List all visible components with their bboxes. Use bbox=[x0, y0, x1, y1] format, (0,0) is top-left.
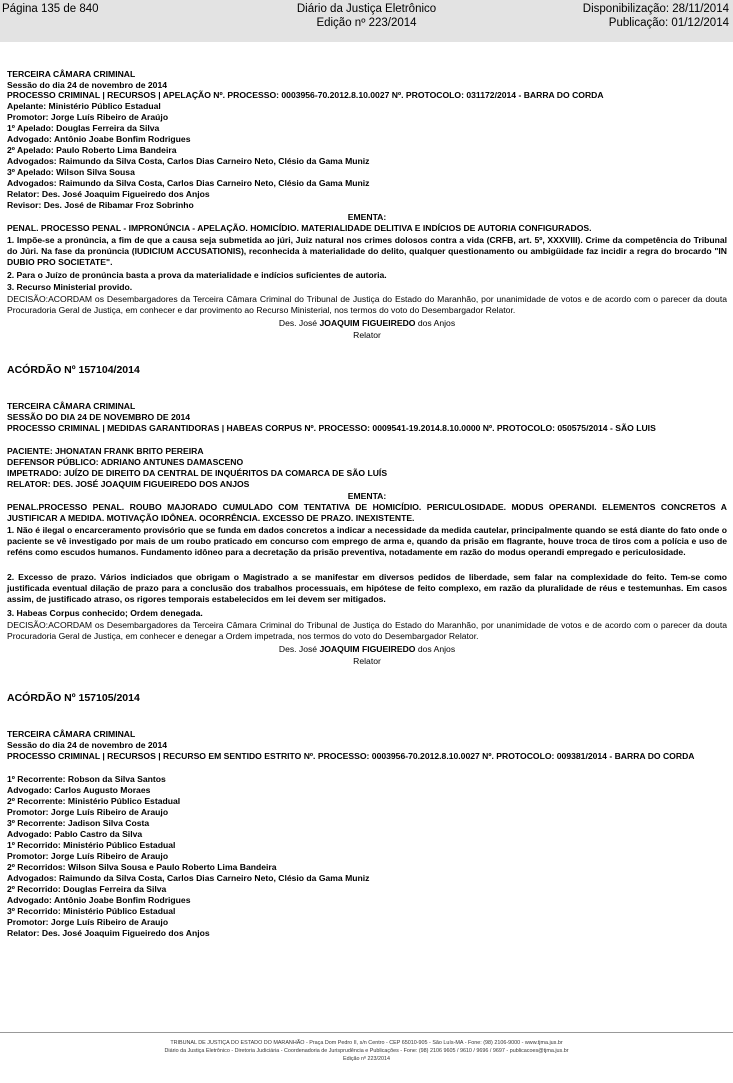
signature-prefix: Des. José bbox=[278, 318, 320, 328]
signature-name: JOAQUIM FIGUEIREDO bbox=[319, 644, 416, 654]
party-line: Advogado: Pablo Castro da Silva bbox=[7, 829, 143, 839]
footer-edition: Edição nº 223/2014 bbox=[343, 1056, 390, 1062]
acordao-title: ACÓRDÃO Nº 157104/2014 bbox=[7, 364, 140, 376]
ementa-label: EMENTA: bbox=[347, 212, 387, 222]
chamber-name: TERCEIRA CÂMARA CRIMINAL bbox=[7, 729, 136, 739]
ementa-item: 3. Recurso Ministerial provido. bbox=[7, 282, 133, 292]
ementa-item: 2. Para o Juízo de pronúncia basta a prova da materialidade e indícios suficientes de autoria. bbox=[7, 270, 387, 280]
signature bbox=[7, 644, 727, 655]
signature-prefix: Des. José bbox=[278, 644, 320, 654]
party-line: Promotor: Jorge Luís Ribeiro de Araujo bbox=[7, 851, 169, 861]
party-line: 2º Recorrido: Douglas Ferreira da Silva bbox=[7, 884, 167, 894]
signature bbox=[7, 318, 727, 329]
dates bbox=[583, 2, 729, 30]
decision-text: DECISÃO:ACORDAM os Desembargadores da Terceira Câmara Criminal do Tribunal de Justiça do Estado do Maranhão, por unanimidade de votos e de acordo com o parecer da douta Procuradoria Geral de Justiça, em conhecer e dar provimento ao Recurso Ministerial, nos termos do voto do Desembargador Relator. bbox=[7, 294, 727, 315]
ementa-title: PENAL.PROCESSO PENAL. ROUBO MAJORADO CUMULADO COM TENTATIVA DE HOMICÍDIO. PERICULOSIDADE. MODUS OPERANDI. ELEMENTOS CONCRETOS A JUSTIFICAR A MEDIDA. MOTIVAÇÃO IDÔNEA. OCORRÊNCIA. EXCESSO DE PRAZO. INEXISTENTE. bbox=[7, 502, 727, 523]
party-line: PACIENTE: JHONATAN FRANK BRITO PEREIRA bbox=[7, 446, 204, 456]
process-line: PROCESSO CRIMINAL | RECURSOS | RECURSO EM SENTIDO ESTRITO Nº. PROCESSO: 0003956-70.2012.8.10.0027 Nº. PROTOCOLO: 009381/2014 - BARRA DO CORDA bbox=[7, 751, 695, 761]
publication-date: Publicação: 01/12/2014 bbox=[608, 17, 729, 29]
signature-role: Relator bbox=[353, 330, 381, 340]
party-line: 2º Apelado: Paulo Roberto Lima Bandeira bbox=[7, 145, 177, 155]
party-line: 3º Recorrente: Jadison Silva Costa bbox=[7, 818, 150, 828]
ementa-item: 2. Excesso de prazo. Vários indiciados que obrigam o Magistrado a se manifestar em diversos pedidos de liberdade, sem falar na complexidade do feito. Tem-se como justificada eventual dilação de prazo para a conclusão dos trabalhos processuais, em hipótese de feito complexo, em razão da pluralidade de réus e testemunhas. Em casos assim, de justificado atraso, os rigores temporais estabelecidos em lei devem ser mitigados. bbox=[7, 572, 727, 604]
ementa-item: 1. Não é ilegal o encarceramento provisório que se funda em dados concretos a indicar a necessidade da medida cautelar, principalmente quando se está diante do fato onde o paciente se vê investigado por mais de um roubo praticado em concurso com emprego de arma e, quando da prisão em flagrante, houve troca de tiros com a polícia e uso de reféns como escudos humanos. Fundamento idôneo para a decretação da prisão preventiva, notadamente em razão do modus operandi empregado e periculosidade. bbox=[7, 525, 727, 557]
footer-divider bbox=[0, 1032, 733, 1033]
party-line: Advogado: Carlos Augusto Moraes bbox=[7, 785, 151, 795]
ementa-label: EMENTA: bbox=[347, 491, 387, 501]
party-line: 1º Recorrente: Robson da Silva Santos bbox=[7, 774, 166, 784]
party-line: Relator: Des. José Joaquim Figueiredo dos Anjos bbox=[7, 928, 210, 938]
process-line: PROCESSO CRIMINAL | MEDIDAS GARANTIDORAS | HABEAS CORPUS Nº. PROCESSO: 0009541-19.2014.8.10.0000 Nº. PROTOCOLO: 050575/2014 - SÃO LUIS bbox=[7, 423, 656, 433]
party-line: Promotor: Jorge Luís Ribeiro de Araujo bbox=[7, 917, 169, 927]
page-number: Página 135 de 840 bbox=[2, 3, 99, 15]
party-line: 2º Recorrente: Ministério Público Estadual bbox=[7, 796, 181, 806]
signature-role: Relator bbox=[353, 656, 381, 666]
party-line: 1º Apelado: Douglas Ferreira da Silva bbox=[7, 123, 160, 133]
session-date: SESSÃO DO DIA 24 DE NOVEMBRO DE 2014 bbox=[7, 412, 191, 422]
party-line: 2º Recorridos: Wilson Silva Sousa e Paulo Roberto Lima Bandeira bbox=[7, 862, 277, 872]
session-date: Sessão do dia 24 de novembro de 2014 bbox=[7, 740, 168, 750]
party-line: Promotor: Jorge Luís Ribeiro de Araujo bbox=[7, 807, 169, 817]
party-line: DEFENSOR PÚBLICO: ADRIANO ANTUNES DAMASCENO bbox=[7, 457, 244, 467]
footer-address: TRIBUNAL DE JUSTIÇA DO ESTADO DO MARANHÃO - Praça Dom Pedro II, s/n Centro - CEP 65010-905 - São Luís-MA - Fone: (98) 2106-9000 - www.tjma.jus.br bbox=[170, 1040, 563, 1046]
chamber-name: TERCEIRA CÂMARA CRIMINAL bbox=[7, 401, 136, 411]
availability-date: Disponibilização: 28/11/2014 bbox=[582, 3, 729, 15]
party-line: Relator: Des. José Joaquim Figueiredo dos Anjos bbox=[7, 189, 210, 199]
chamber-name: TERCEIRA CÂMARA CRIMINAL bbox=[7, 69, 136, 79]
acordao-title: ACÓRDÃO Nº 157105/2014 bbox=[7, 692, 140, 704]
party-line: Advogados: Raimundo da Silva Costa, Carlos Dias Carneiro Neto, Clésio da Gama Muniz bbox=[7, 178, 370, 188]
party-line: 3º Apelado: Wilson Silva Sousa bbox=[7, 167, 135, 177]
page-header bbox=[0, 0, 733, 42]
party-line: Advogados: Raimundo da Silva Costa, Carlos Dias Carneiro Neto, Clésio da Gama Muniz bbox=[7, 873, 370, 883]
ementa-item: 1. Impõe-se a pronúncia, a fim de que a causa seja submetida ao júri, Juiz natural nos crimes dolosos contra a vida (CRFB, art. 5º, XXXVIII). Crime da competência do Tribunal do Júri. Na fase da pronúncia (IUDICIUM ACCUSATIONIS), reconhecida à materialidade do delito, qualquer questionamento ou ambigüidade faz incidir a regra do brocardo "IN DUBIO PRO SOCIETATE". bbox=[7, 235, 727, 267]
party-line: Advogados: Raimundo da Silva Costa, Carlos Dias Carneiro Neto, Clésio da Gama Muniz bbox=[7, 156, 370, 166]
journal-name: Diário da Justiça Eletrônico bbox=[296, 3, 437, 15]
party-line: IMPETRADO: JUÍZO DE DIREITO DA CENTRAL DE INQUÉRITOS DA COMARCA DE SÃO LUÍS bbox=[7, 468, 388, 478]
edition-number: Edição nº 223/2014 bbox=[316, 17, 417, 29]
party-line: 3º Recorrido: Ministério Público Estadual bbox=[7, 906, 176, 916]
footer-contact: Diário da Justiça Eletrônico - Diretoria Judiciária - Coordenadoria de Jurisprudência e Publicações - Fone: (98) 2106 9605 / 9610 / 9696 / 9697 - publicacoes@tjma.jus.br bbox=[164, 1048, 569, 1054]
party-line: Revisor: Des. José de Ribamar Froz Sobrinho bbox=[7, 200, 194, 210]
signature-suffix: dos Anjos bbox=[415, 644, 456, 654]
party-line: RELATOR: DES. JOSÉ JOAQUIM FIGUEIREDO DOS ANJOS bbox=[7, 479, 250, 489]
signature-name: JOAQUIM FIGUEIREDO bbox=[319, 318, 416, 328]
decision-text: DECISÃO:ACORDAM os Desembargadores da Terceira Câmara Criminal do Tribunal de Justiça do Estado do Maranhão, por unanimidade de votos e de acordo com o parecer da douta Procuradoria Geral de Justiça, em conhecer e denegar a Ordem impetrada, nos termos do voto do Desembargador Relator. bbox=[7, 620, 727, 641]
signature-suffix: dos Anjos bbox=[415, 318, 456, 328]
party-line: Promotor: Jorge Luís Ribeiro de Araújo bbox=[7, 112, 169, 122]
ementa-item: 3. Habeas Corpus conhecido; Ordem denegada. bbox=[7, 608, 203, 618]
party-line: 1º Recorrido: Ministério Público Estadual bbox=[7, 840, 176, 850]
party-line: Advogado: Antônio Joabe Bonfim Rodrigues bbox=[7, 134, 191, 144]
ementa-title: PENAL. PROCESSO PENAL - IMPRONÚNCIA - APELAÇÃO. HOMICÍDIO. MATERIALIDADE DELITIVA E INDÍCIOS DE AUTORIA CONFIGURADOS. bbox=[7, 223, 592, 233]
session-date: Sessão do dia 24 de novembro de 2014 bbox=[7, 80, 168, 90]
party-line: Apelante: Ministério Público Estadual bbox=[7, 101, 161, 111]
party-line: Advogado: Antônio Joabe Bonfim Rodrigues bbox=[7, 895, 191, 905]
process-line: PROCESSO CRIMINAL | RECURSOS | APELAÇÃO Nº. PROCESSO: 0003956-70.2012.8.10.0027 Nº. PROTOCOLO: 031172/2014 - BARRA DO CORDA bbox=[7, 90, 604, 100]
